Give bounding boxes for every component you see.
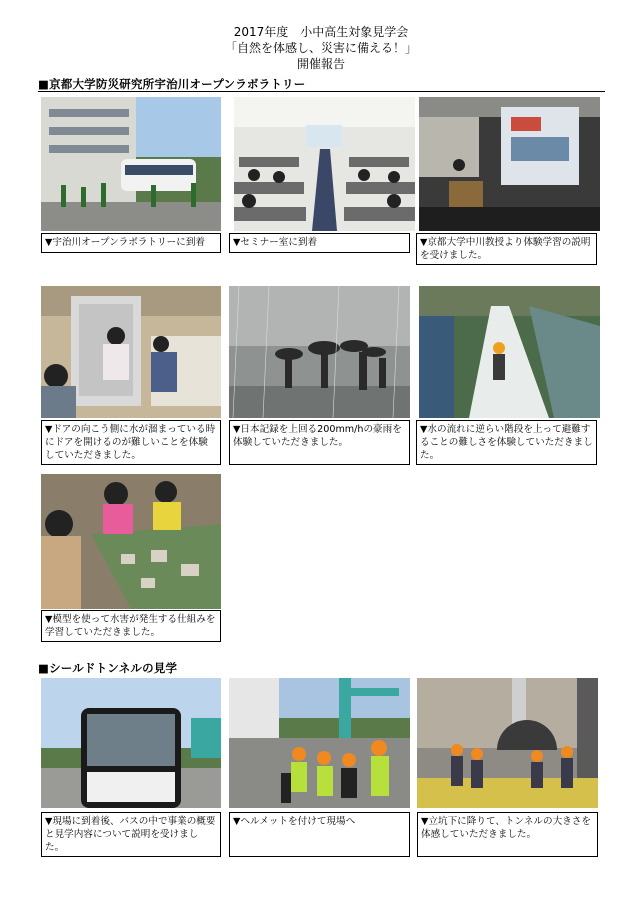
water-stairs-photo <box>419 286 600 418</box>
building-bus-photo <box>41 97 221 231</box>
photo-caption: ▼現場に到着後、バスの中で事業の概要と見学内容について説明を受けました。 <box>41 812 221 857</box>
title-line-3: 開催報告 <box>296 57 345 71</box>
photo-caption: ▼宇治川オープンラボラトリーに到着 <box>41 233 221 253</box>
door-experiment-photo <box>41 286 221 418</box>
seminar-room-photo <box>234 97 415 231</box>
photo-caption: ▼水の流れに逆らい階段を上って避難することの難しさを体験していただきました。 <box>416 420 597 465</box>
photo-caption: ▼セミナー室に到着 <box>229 233 410 253</box>
photo-caption: ▼京都大学中川教授より体験学習の説明を受けました。 <box>416 233 597 265</box>
section-heading-shield-tunnel: ■シールドトンネルの見学 <box>38 661 178 675</box>
photo-caption: ▼ドアの向こう側に水が溜まっている時にドアを開けるのが難しいことを体験していただきました。 <box>41 420 221 465</box>
report-title <box>0 24 642 72</box>
flood-model-photo <box>41 474 221 609</box>
section-heading-open-lab: ■京都大学防災研究所宇治川オープンラボラトリー <box>38 77 306 91</box>
photo-caption: ▼ヘルメットを付けて現場へ <box>229 812 410 857</box>
section-divider <box>38 91 605 92</box>
helmet-site-photo <box>229 678 410 808</box>
photo-caption: ▼日本記録を上回る200mm/hの豪雨を体験していただきました。 <box>229 420 410 465</box>
photo-caption: ▼模型を使って水害が発生する仕組みを学習していただきました。 <box>41 610 221 642</box>
photo-caption: ▼立坑下に降りて、トンネルの大きさを体感していただきました。 <box>417 812 598 857</box>
bus-front-photo <box>41 678 221 808</box>
title-line-2: 「自然を体感し、災害に備える！」 <box>224 41 417 55</box>
rain-umbrella-photo <box>229 286 410 418</box>
lecture-screen-photo <box>419 97 600 231</box>
tunnel-shaft-photo <box>417 678 598 808</box>
title-line-1: 2017年度 小中高生対象見学会 <box>233 25 409 39</box>
